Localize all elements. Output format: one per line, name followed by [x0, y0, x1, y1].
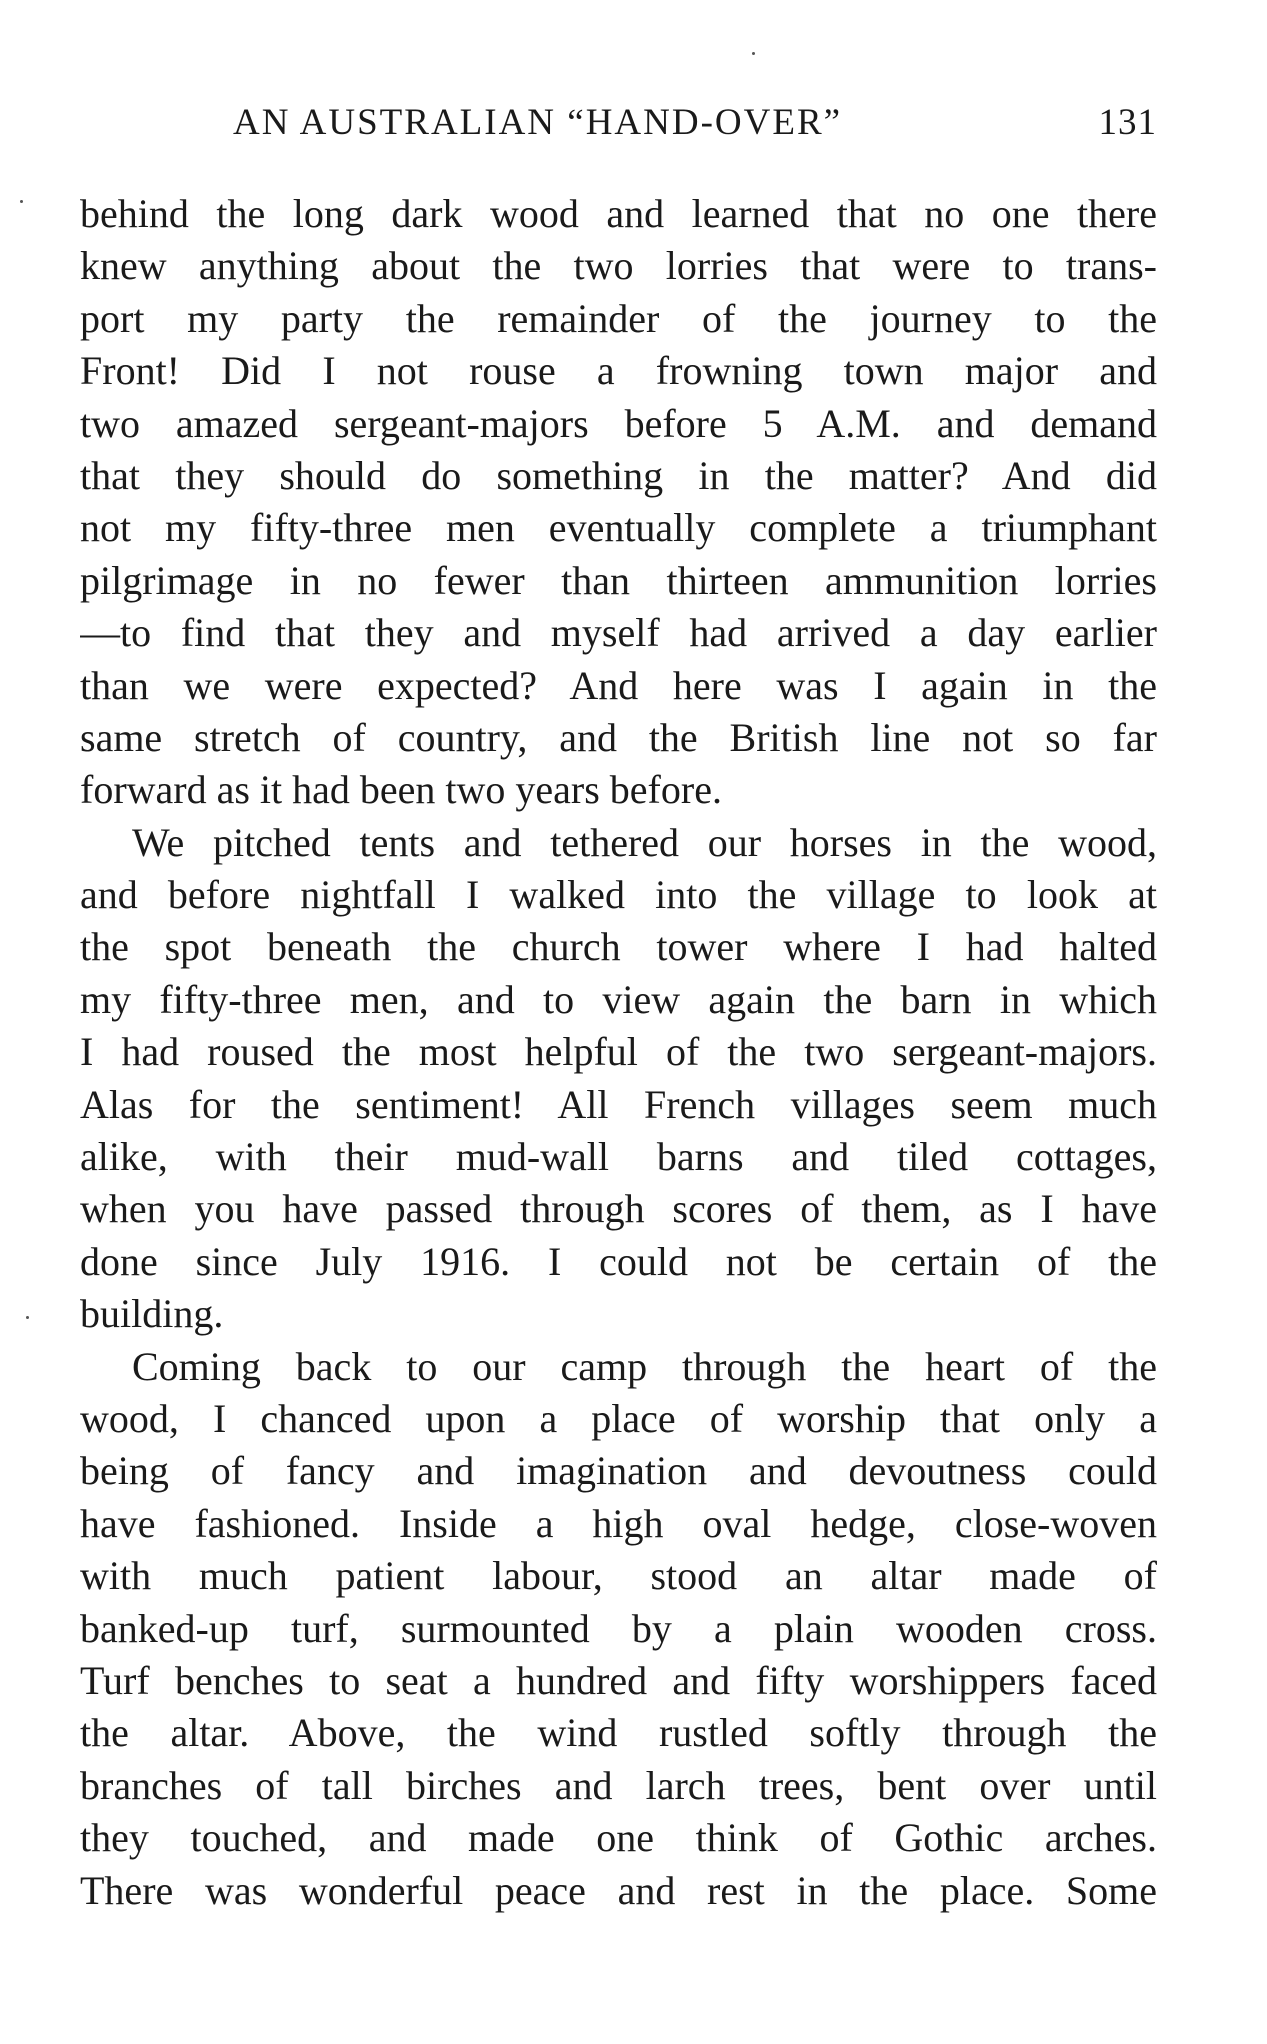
text-line: have fashioned. Inside a high oval hedge, close-woven: [80, 1500, 1157, 1546]
text-line: same stretch of country, and the British line not so far: [80, 714, 1157, 760]
print-speck-mark: [26, 1316, 29, 1319]
text-line: Front! Did I not rouse a frowning town major and: [80, 348, 1157, 394]
text-line: they touched, and made one think of Gothic arches.: [80, 1815, 1157, 1861]
running-title: AN AUSTRALIAN “HAND-OVER”: [233, 102, 843, 143]
text-line: knew anything about the two lorries that were to trans-: [80, 243, 1157, 289]
text-line: not my fifty-three men eventually complete a triumphant: [80, 505, 1157, 551]
body-text: [80, 188, 1157, 1917]
paragraph-2: [80, 817, 1157, 1341]
text-line: forward as it had been two years before.: [80, 767, 722, 813]
text-line: I had roused the most helpful of the two sergeant-majors.: [80, 1029, 1157, 1075]
text-line: Alas for the sentiment! All French villages seem much: [80, 1081, 1157, 1127]
text-line: and before nightfall I walked into the village to look at: [80, 872, 1157, 918]
paragraph-1: [80, 188, 1157, 817]
running-head: [233, 95, 1157, 151]
text-line: done since July 1916. I could not be certain of the: [80, 1238, 1157, 1284]
text-line: Turf benches to seat a hundred and fifty worshippers faced: [80, 1657, 1157, 1703]
text-line: behind the long dark wood and learned that no one there: [80, 191, 1157, 236]
text-line: There was wonderful peace and rest in the place. Some: [80, 1867, 1157, 1913]
text-line: We pitched tents and tethered our horses in the wood,: [132, 819, 1157, 865]
text-line: with much patient labour, stood an altar made of: [80, 1553, 1157, 1599]
text-line: —to find that they and myself had arrived a day earlier: [80, 610, 1157, 656]
paragraph-3: [80, 1341, 1157, 1917]
text-line: the altar. Above, the wind rustled softly through the: [80, 1710, 1157, 1756]
text-line: wood, I chanced upon a place of worship that only a: [80, 1395, 1157, 1441]
text-line: being of fancy and imagination and devoutness could: [80, 1448, 1157, 1494]
text-line: pilgrimage in no fewer than thirteen ammunition lorries: [80, 557, 1157, 603]
text-line: the spot beneath the church tower where I had halted: [80, 924, 1157, 970]
text-line: Coming back to our camp through the heart of the: [132, 1343, 1157, 1389]
text-line: port my party the remainder of the journey to the: [80, 295, 1157, 341]
text-line: alike, with their mud-wall barns and tiled cottages,: [80, 1134, 1157, 1180]
text-line: building.: [80, 1291, 224, 1337]
print-speck-mark: [20, 200, 23, 203]
text-line: banked-up turf, surmounted by a plain wooden cross.: [80, 1605, 1157, 1651]
text-line: my fifty-three men, and to view again the barn in which: [80, 976, 1157, 1022]
page-number: 131: [1098, 102, 1157, 143]
text-line: two amazed sergeant-majors before 5 A.M. and demand: [80, 400, 1157, 446]
print-speck-mark: [752, 52, 755, 55]
text-line: when you have passed through scores of them, as I have: [80, 1186, 1157, 1232]
text-line: branches of tall birches and larch trees, bent over until: [80, 1762, 1157, 1808]
text-line: that they should do something in the matter? And did: [80, 452, 1157, 498]
text-line: than we were expected? And here was I again in the: [80, 662, 1157, 708]
